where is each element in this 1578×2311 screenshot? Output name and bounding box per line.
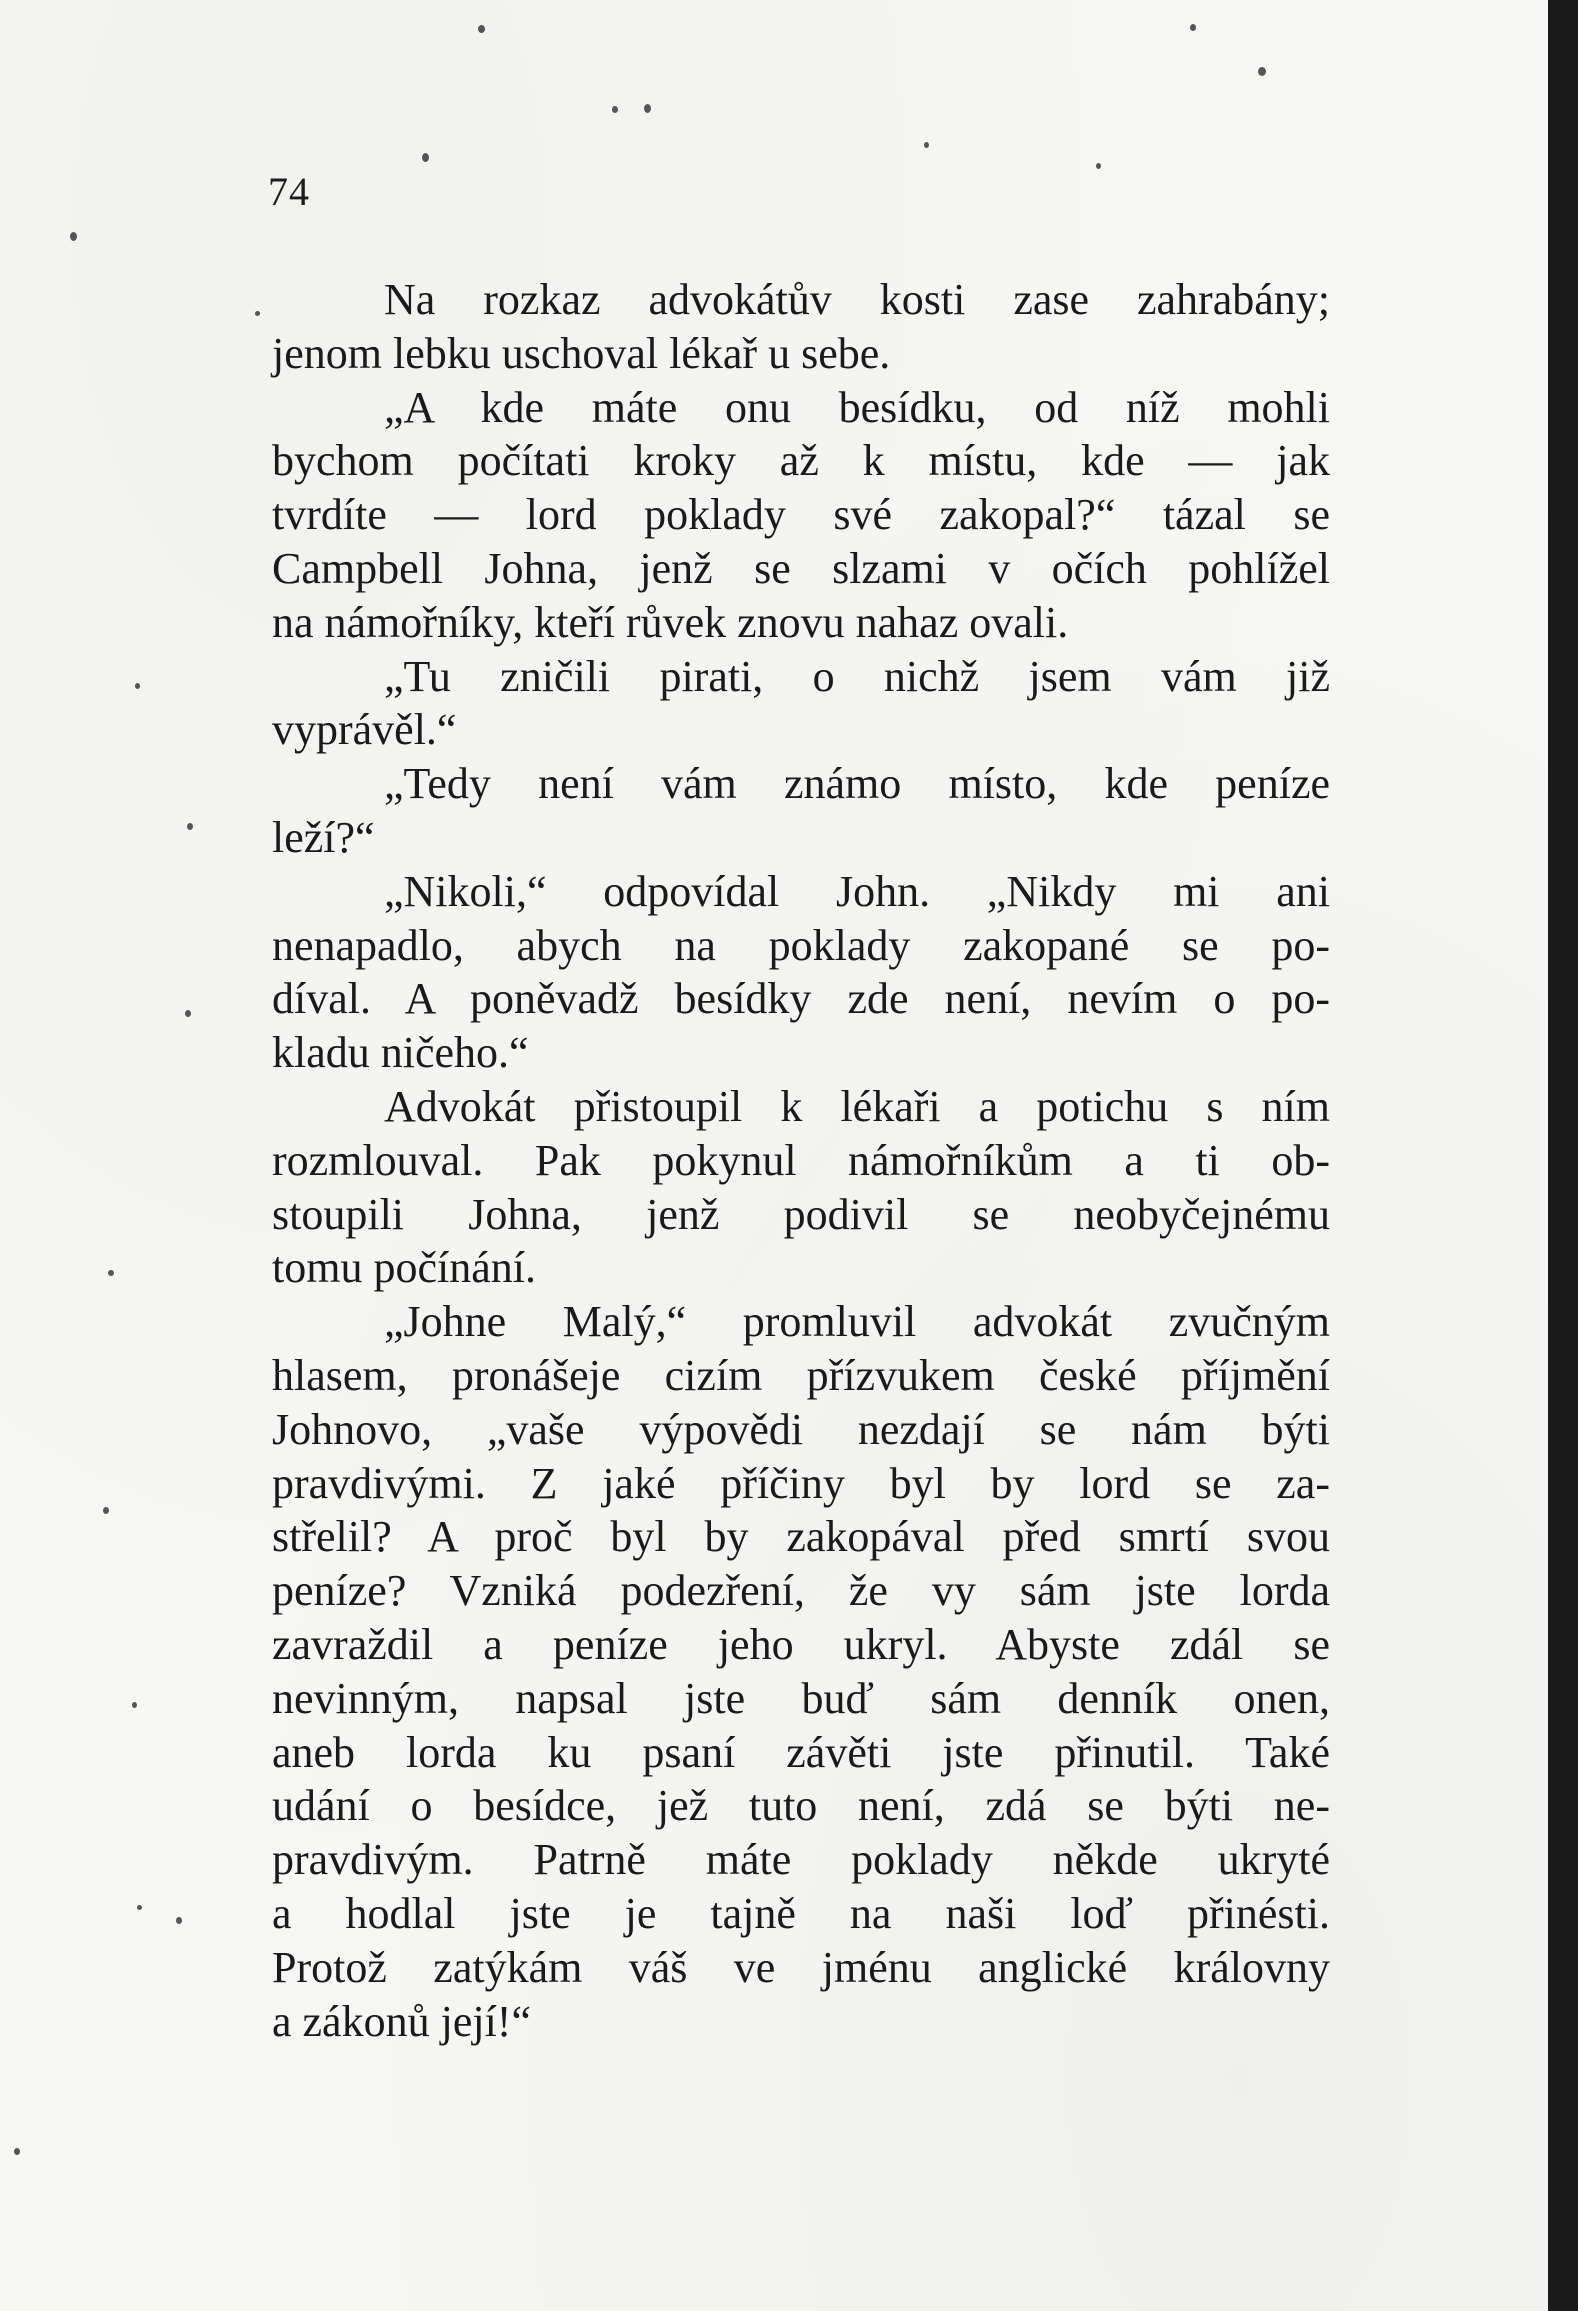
text-line: nenapadlo, abych na poklady zakopané se po-: [272, 920, 1330, 970]
text-line: „A kde máte onu besídku, od níž mohli: [384, 382, 1330, 432]
scan-speck: [185, 1010, 191, 1017]
text-line: jenom lebku uschoval lékař u sebe.: [272, 328, 891, 378]
text-line: pravdivými. Z jaké příčiny byl by lord se za-: [272, 1458, 1330, 1508]
text-line: střelil? A proč byl by zakopával před smrtí svou: [272, 1512, 1330, 1562]
text-line: vyprávěl.“: [272, 705, 457, 755]
scan-speck: [644, 104, 651, 113]
text-line: na námořníky, kteří růvek znovu nahaz ovali.: [272, 597, 1069, 647]
scan-speck: [612, 106, 618, 113]
text-line: hlasem, pronášeje cizím přízvukem české příjmění: [272, 1350, 1330, 1400]
text-line: a hodlal jste je tajně na naši loď přinésti.: [272, 1888, 1330, 1938]
text-line: kladu ničeho.“: [272, 1028, 529, 1078]
text-line: Advokát přistoupil k lékaři a potichu s ním: [384, 1081, 1330, 1131]
text-line: tomu počínání.: [272, 1243, 536, 1293]
scan-speck: [70, 232, 77, 241]
text-line: tvrdíte — lord poklady své zakopal?“ tázal se: [272, 490, 1330, 540]
text-line: udání o besídce, jež tuto není, zdá se býti ne-: [272, 1781, 1330, 1831]
scan-speck: [924, 142, 929, 148]
text-line: „Johne Malý,“ promluvil advokát zvučným: [384, 1297, 1330, 1347]
scan-speck: [422, 153, 429, 162]
text-line: pravdivým. Patrně máte poklady někde ukryté: [272, 1835, 1330, 1885]
scan-speck: [132, 1702, 137, 1708]
text-line: bychom počítati kroky až k místu, kde — jak: [272, 436, 1330, 486]
text-line: nevinným, napsal jste buď sám denník onen,: [272, 1673, 1330, 1723]
scan-speck: [176, 1917, 182, 1924]
scan-speck: [103, 1507, 109, 1514]
scan-speck: [255, 311, 260, 316]
text-line: a zákonů její!“: [272, 1996, 531, 2046]
scan-speck: [1096, 163, 1101, 169]
scan-speck: [187, 823, 193, 830]
body-text: [272, 273, 1330, 2048]
scan-speck: [137, 1905, 142, 1910]
scan-speck: [108, 1270, 114, 1276]
scan-speck: [1190, 24, 1196, 31]
page-edge-shadow: [1548, 0, 1578, 2311]
text-line: aneb lorda ku psaní závěti jste přinutil. Také: [272, 1727, 1330, 1777]
text-line: „Nikoli,“ odpovídal John. „Nikdy mi ani: [384, 866, 1330, 916]
scan-speck: [135, 683, 140, 689]
text-line: Protož zatýkám váš ve jménu anglické královny: [272, 1942, 1330, 1992]
scan-speck: [478, 25, 485, 33]
text-line: stoupili Johna, jenž podivil se neobyčejnému: [272, 1189, 1330, 1239]
scan-speck: [1258, 67, 1266, 76]
text-line: díval. A poněvadž besídky zde není, nevím o po-: [272, 974, 1330, 1024]
text-line: „Tedy není vám známo místo, kde peníze: [384, 759, 1330, 809]
text-line: leží?“: [272, 812, 375, 862]
scan-speck: [14, 2148, 20, 2155]
text-line: zavraždil a peníze jeho ukryl. Abyste zdál se: [272, 1619, 1330, 1669]
text-line: peníze? Vzniká podezření, že vy sám jste lorda: [272, 1566, 1330, 1616]
text-line: Campbell Johna, jenž se slzami v očích pohlížel: [272, 543, 1330, 593]
text-line: Na rozkaz advokátův kosti zase zahrabány;: [384, 275, 1330, 324]
text-line: rozmlouval. Pak pokynul námořníkům a ti ob-: [272, 1135, 1330, 1185]
page-number: 74: [268, 169, 310, 214]
text-line: Johnovo, „vaše výpovědi nezdají se nám býti: [272, 1404, 1330, 1454]
text-line: „Tu zničili pirati, o nichž jsem vám již: [384, 651, 1330, 701]
